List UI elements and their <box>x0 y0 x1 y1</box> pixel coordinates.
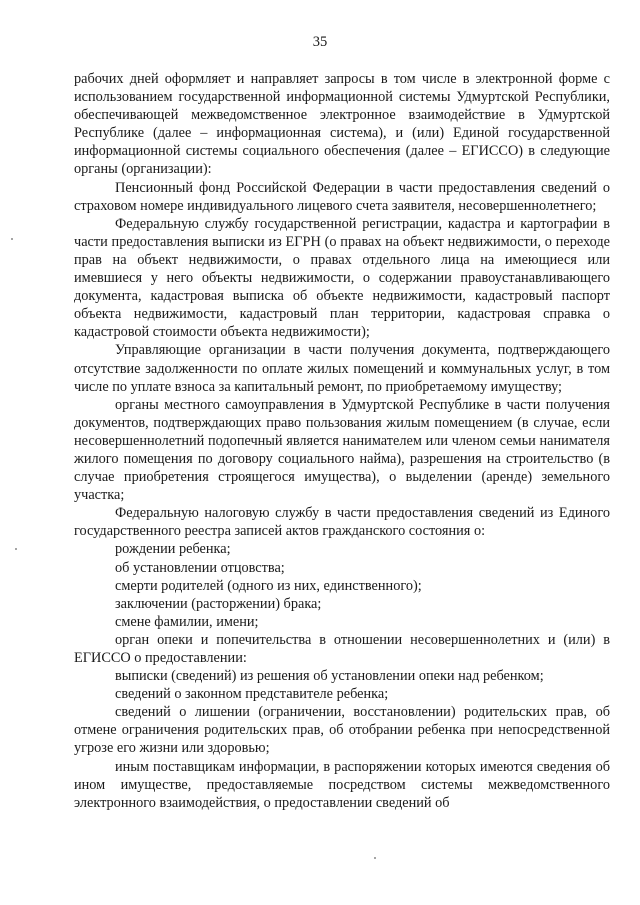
list-item-paragraph: заключении (расторжении) брака; <box>115 595 322 612</box>
text-paragraph: Федеральную налоговую службу в части предоставления сведений из Единого государственного реестра записей актов гражданского состояния о: <box>74 505 610 540</box>
text-paragraph: орган опеки и попечительства в отношении несовершеннолетних и (или) в ЕГИССО о предоставлении: <box>74 631 610 666</box>
text-paragraph: органы местного самоуправления в Удмуртской Республике в части получения документов, подтверждающих право пользования жилым помещением (в случае, если несовершеннолетний подопечный является нанимателем или членом семьи нанимателя жилого помещения по договору социального найма), разрешения на строительство (в случае приобретения строящегося имущества), о выделении (аренде) земельного участка; <box>74 396 610 504</box>
scan-speck <box>374 857 376 859</box>
list-item-paragraph: смене фамилии, имени; <box>115 613 259 630</box>
text-paragraph: сведений о лишении (ограничении, восстановлении) родительских прав, об отмене ограничения родительских прав, об отобрании ребенка при непосредственной угрозе его жизни или здоровью; <box>74 704 610 757</box>
list-item-paragraph: об установлении отцовства; <box>115 559 285 576</box>
list-item-paragraph: выписки (сведений) из решения об установлении опеки над ребенком; <box>115 668 544 685</box>
list-item-paragraph: рождении ребенка; <box>115 541 231 558</box>
text-paragraph: Пенсионный фонд Российской Федерации в части предоставления сведений о страховом номере индивидуального лицевого счета заявителя, несовершеннолетнего; <box>74 179 610 214</box>
list-item-paragraph: смерти родителей (одного из них, единственного); <box>115 577 422 594</box>
scan-speck <box>11 238 13 240</box>
text-paragraph: Федеральную службу государственной регистрации, кадастра и картографии в части предоставления выписки из ЕГРН (о правах на объект недвижимости, о переходе прав на объект недвижимости, о правах отдельного лица на имеющиеся или имевшиеся у него объекты недвижимости, о содержании правоустанавливающего документа, кадастровая выписка об объекте недвижимости, кадастровый паспорт объекта недвижимости, кадастровый план территории, кадастровая справка о кадастровой стоимости объекта недвижимости); <box>74 215 610 341</box>
text-paragraph: рабочих дней оформляет и направляет запросы в том числе в электронной форме с использованием государственной информационной системы Удмуртской Республики, обеспечивающей межведомственное электронное взаимодействие в Удмуртской Республике (далее – информационная система), и (или) Единой государственной информационной системы социального обеспечения (далее – ЕГИССО) в следующие органы (организации): <box>74 71 610 178</box>
document-body <box>74 70 610 812</box>
text-paragraph: иным поставщикам информации, в распоряжении которых имеются сведения об ином имуществе, предоставляемые посредством системы межведомственного электронного взаимодействия, о предоставлении сведений об <box>74 758 610 811</box>
list-item-paragraph: сведений о законном представителе ребенка; <box>115 686 389 703</box>
scan-speck <box>15 548 17 550</box>
text-paragraph: Управляющие организации в части получения документа, подтверждающего отсутствие задолженности по оплате жилых помещений и коммунальных услуг, в том числе по уплате взноса за капитальный ремонт, по приобретаемому имуществу; <box>74 342 610 395</box>
page-number: 35 <box>312 34 328 50</box>
